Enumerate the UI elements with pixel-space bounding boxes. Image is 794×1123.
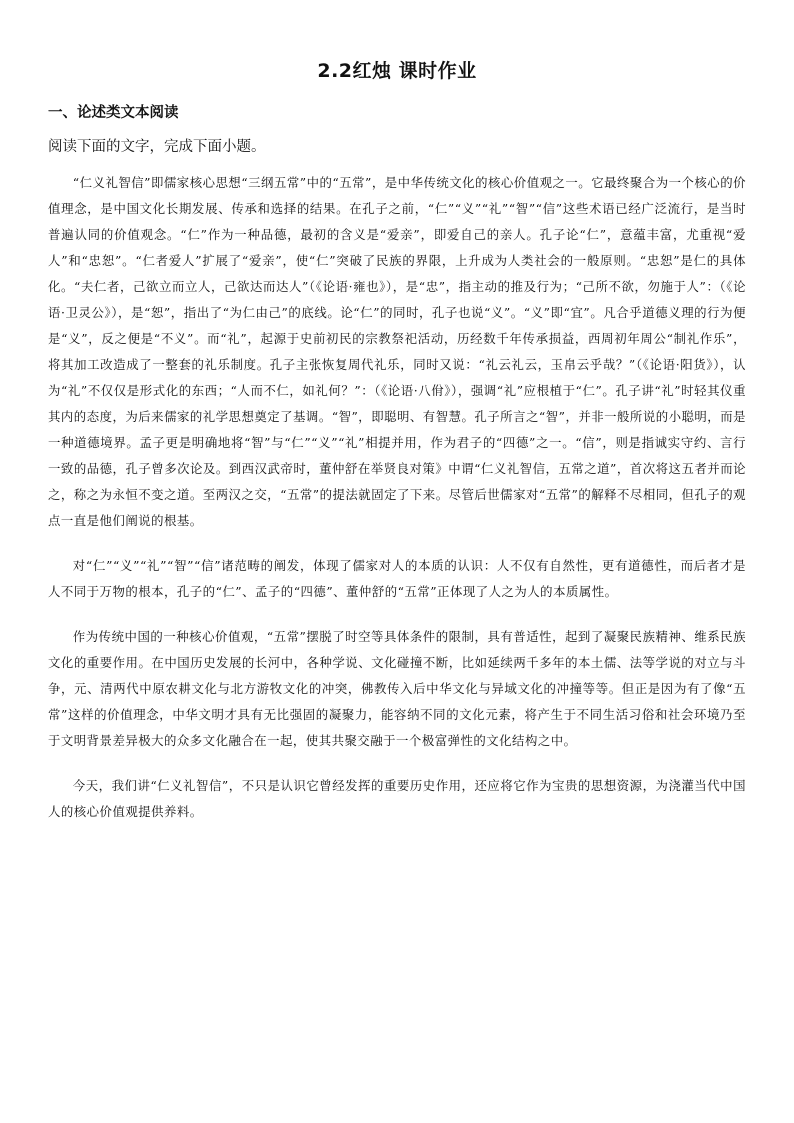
article-paragraph-1: “仁义礼智信”即儒家核心思想“三纲五常”中的“五常”，是中华传统文化的核心价值观之一。它最终聚合为一个核心的价值理念，是中国文化长期发展、传承和选择的结果。在孔子之前，“仁”“义”“礼”“智”“信”这些术语已经广泛流行，是当时普遍认同的价值观念。“仁”作为一种品德，最初的含义是“爱亲”，即爱自己的亲人。孔子论“仁”，意蕴丰富，尤重视“爱人”和“忠恕”。“仁者爱人”扩展了“爱亲”，使“仁”突破了民族的界限，上升成为人类社会的一般原则。“忠恕”是仁的具体化。“夫仁者，己欲立而立人，己欲达而达人”（《论语·雍也》），是“忠”，指主动的推及行为；“己所不欲，勿施于人”：（《论语·卫灵公》），是“恕”，指出了“为仁由己”的底线。论“仁”的同时，孔子也说“义”。“义”即“宜”。凡合乎道德义理的行为便是“义”，反之便是“不义”。而“礼”，起源于史前初民的宗教祭祀活动，历经数千年传承损益，西周初年周公“制礼作乐”，将其加工改造成了一整套的礼乐制度。孔子主张恢复周代礼乐，同时又说：“礼云礼云，玉帛云乎哉？”（《论语·阳货》），认为“礼”不仅仅是形式化的东西；“人而不仁，如礼何？”：（《论语·八佾》），强调“礼”应根植于“仁”。孔子讲“礼”时轻其仪重其内的态度，为后来儒家的礼学思想奠定了基调。“智”，即聪明、有智慧。孔子所言之“智”，并非一般所说的小聪明，而是一种道德境界。孟子更是明确地将“智”与“仁”“义”“礼”相提并用，作为君子的“四德”之一。“信”，则是指诚实守约、言行一致的品德，孔子曾多次论及。到西汉武帝时，董仲舒在举贤良对策》中谓“仁义礼智信，五常之道”，首次将这五者并而论之，称之为永恒不变之道。至两汉之交，“五常”的提法就固定了下来。尽管后世儒家对“五常”的解释不尽相同，但孔子的观点一直是他们阐说的根基。: [48, 175, 746, 528]
article-paragraph-3: 作为传统中国的一种核心价值观，“五常”摆脱了时空等具体条件的限制，具有普适性，起到了凝聚民族精神、维系民族文化的重要作用。在中国历史发展的长河中，各种学说、文化碰撞不断，比如延续两千多年的本土儒、法等学说的对立与斗争，元、清两代中原农耕文化与北方游牧文化的冲突，佛教传入后中华文化与异域文化的冲撞等等。但正是因为有了像“五常”这样的价值理念，中华文明才具有无比强固的凝聚力，能容纳不同的文化元素，将产生于不同生活习俗和社会环境乃至于文明背景差异极大的众多文化融合在一起，使其共聚交融于一个极富弹性的文化结构之中。: [48, 629, 746, 748]
document-title: 2.2红烛 课时作业: [317, 60, 477, 82]
article-paragraph-2: 对“仁”“义”“礼”“智”“信”诸范畴的阐发，体现了儒家对人的本质的认识：人不仅有自然性，更有道德性，而后者才是人不同于万物的根本，孔子的“仁”、孟子的“四德”、董仲舒的“五常”正体现了人之为人的本质属性。: [48, 558, 746, 599]
section-heading: 一、论述类文本阅读: [48, 105, 179, 121]
reading-instruction: 阅读下面的文字，完成下面小题。: [48, 139, 266, 155]
article-paragraph-4: 今天，我们讲“仁义礼智信”，不只是认识它曾经发挥的重要历史作用，还应将它作为宝贵的思想资源，为浇灌当代中国人的核心价值观提供养料。: [48, 778, 746, 819]
